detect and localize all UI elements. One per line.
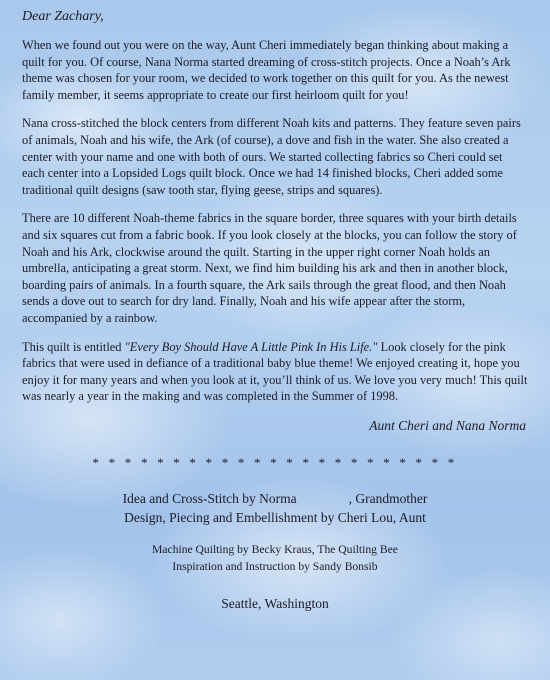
salutation: Dear Zachary, [22, 9, 104, 24]
paragraph-title-body: Look closely for the pink fabrics that were used in defiance of a traditional baby blue theme! We enjoyed creating it, hope you enjoy it for many years and when you look at it, you’ll think of us. We love you very much! This quilt was nearly a year in the making and was completed in the Summer of 1998. [22, 339, 528, 404]
signature: Aunt Cheri and Nana Norma [369, 417, 526, 433]
paragraph-blocks: Nana cross-stitched the block centers from different Noah kits and patterns. They feature seven pairs of animals, Noah and his wife, the Ark (of course), a dove and fish in the water. She also created a center with your name and one with both of ours. We started collecting fabrics so Cheri could set each center into a Lopsided Logs quilt block. Once we had 14 finished blocks, Cheri added some traditional quilt designs (saw tooth star, flying geese, strips and squares). [22, 116, 521, 197]
main-credits [22, 489, 528, 527]
credit-inspiration: Inspiration and Instruction by Sandy Bonsib [172, 559, 378, 573]
star-divider: * * * * * * * * * * * * * * * * * * * * * * * [92, 454, 458, 470]
paragraph-title [22, 339, 528, 405]
credit-cross-stitch [22, 489, 528, 508]
paragraph-origin: When we found out you were on the way, Aunt Cheri immediately began thinking about making a quilt for you. Of course, Nana Norma started dreaming of cross-stitch projects. Once a Noah’s Ark theme was chosen for your room, we decided to work together on this quilt for you. As the newest family member, it seems appropriate to create our first heirloom quilt for you! [22, 38, 511, 102]
location: Seattle, Washington [221, 595, 329, 611]
credit-design: Design, Piecing and Embellishment by Cheri Lou, Aunt [124, 509, 426, 525]
paragraph-story: There are 10 different Noah-theme fabrics in the square border, three squares with your birth details and six squares cut from a fabric book. If you look closely at the blocks, you can follow the story of Noah and his Ark, clockwise around the quilt. Starting in the upper right corner Noah holds an umbrella, anticipating a great storm. Next, we find him building his ark and then in another block, boarding pairs of animals. In a fourth square, the Ark sails through the great flood, and then Noah sends a dove out to search for dry land. Finally, Noah and his wife appear after the storm, accompanied by a rainbow. [22, 211, 517, 325]
minor-credits [22, 541, 528, 575]
paragraph-title-intro: This quilt is entitled [22, 339, 125, 354]
quilt-title: "Every Boy Should Have A Little Pink In His Life." [124, 339, 378, 354]
credit-machine-quilting: Machine Quilting by Becky Kraus, The Quilting Bee [152, 542, 398, 556]
credit-cross-stitch-role: , Grandmother [348, 490, 428, 506]
credit-cross-stitch-name: Idea and Cross-Stitch by Norma [122, 490, 297, 506]
